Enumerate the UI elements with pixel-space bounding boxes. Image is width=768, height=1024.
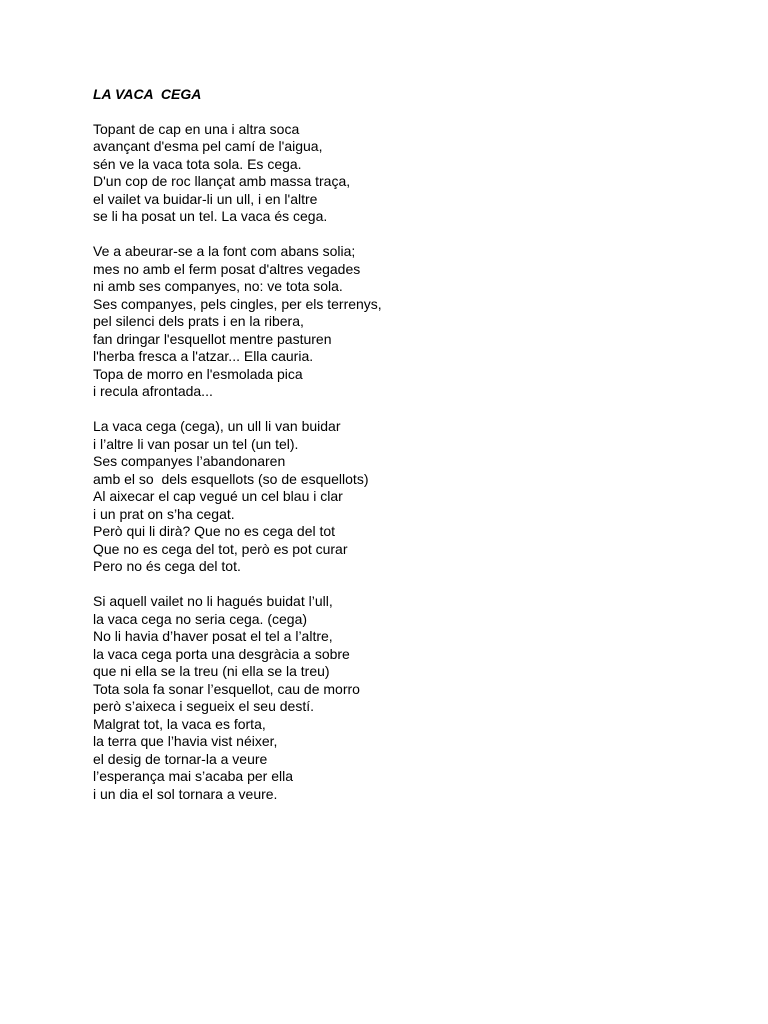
poem-line: que ni ella se la treu (ni ella se la treu) [93,663,330,679]
stanza-1 [93,121,733,226]
poem-line: Però qui li dirà? Que no es cega del tot [93,523,336,539]
poem-line: ni amb ses companyes, no: ve tota sola. [93,278,343,294]
poem-line: mes no amb el ferm posat d'altres vegades [93,260,361,277]
stanza-2 [93,243,733,401]
poem-line: Ses companyes l’abandonaren [93,453,286,469]
poem-line: pel silenci dels prats i en la ribera, [93,313,304,329]
poem-line: el vailet va buidar-li un ull, i en l'altre [93,190,318,207]
poem-line: Topa de morro en l'esmolada pica [93,365,303,382]
poem-line: i un prat on s’ha cegat. [93,505,235,522]
poem-line: D'un cop de roc llançat amb massa traça, [93,173,351,189]
poem-line: la vaca cega porta una desgràcia a sobre [93,645,350,662]
stanza-3 [93,418,733,576]
poem-line: però s’aixeca i segueix el seu destí. [93,698,315,714]
poem-line: Al aixecar el cap vegué un cel blau i clar [93,488,343,504]
poem-line: Ve a abeurar-se a la font com abans solia; [93,243,356,259]
poem-line: Ses companyes, pels cingles, per els terrenys, [93,295,382,312]
document-page [93,86,733,821]
poem-line: Si aquell vailet no li hagués buidat l’ull, [93,593,333,609]
poem-line: la terra que l’havia vist néixer, [93,733,278,749]
poem-line: l’esperança mai s’acaba per ella [93,768,293,784]
poem-line: se li ha posat un tel. La vaca és cega. [93,208,328,224]
poem-line: i un dia el sol tornara a veure. [93,785,278,802]
poem-line: No li havia d’haver posat el tel a l’altre, [93,628,333,644]
poem-line: avançant d'esma pel camí de l'aigua, [93,138,323,154]
poem-title: LA VACA CEGA [93,86,202,102]
poem-line: el desig de tornar-la a veure [93,750,268,767]
poem-line: i l’altre li van posar un tel (un tel). [93,435,299,452]
poem-line: Tota sola fa sonar l’esquellot, cau de morro [93,680,360,697]
poem-line: Que no es cega del tot, però es pot curar [93,540,348,557]
stanza-4 [93,593,733,803]
poem-line: fan dringar l'esquellot mentre pasturen [93,330,332,347]
poem-line: La vaca cega (cega), un ull li van buidar [93,418,341,434]
poem-line: Topant de cap en una i altra soca [93,120,300,137]
poem-line: i recula afrontada... [93,383,213,399]
poem-line: sén ve la vaca tota sola. Es cega. [93,155,302,172]
poem-line: Pero no és cega del tot. [93,558,241,574]
poem-line: Malgrat tot, la vaca es forta, [93,715,266,732]
poem-line: la vaca cega no seria cega. (cega) [93,610,308,627]
poem-line: l'herba fresca a l'atzar... Ella cauria. [93,348,314,364]
poem-line: amb el so dels esquellots (so de esquellots) [93,470,369,487]
